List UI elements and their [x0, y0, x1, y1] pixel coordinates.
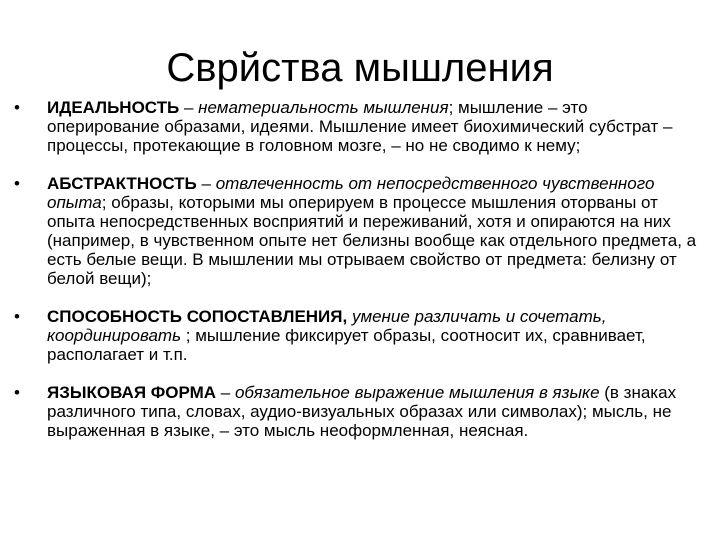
- bullet-list: [12, 98, 702, 440]
- definition: отвлеченность от непосредственного чувственного опыта: [47, 174, 655, 212]
- definition: нематериальность мышления: [198, 98, 449, 117]
- dash: –: [179, 98, 199, 117]
- list-item-idealnost: [12, 98, 702, 155]
- definition: умение различать и сочетать, координировать: [47, 307, 607, 345]
- slide-title: Сврйства мышления: [166, 46, 554, 90]
- list-item-sposobnost: [12, 307, 702, 364]
- term: ИДЕАЛЬНОСТЬ: [47, 98, 180, 117]
- list-item-yazykovaya-forma: [12, 383, 702, 440]
- explanation: ; образы, которыми мы оперируем в процессе мышления оторваны от опыта непосредственных восприятий и переживаний, хотя и опираются на них (например, в чувственном опыте нет белизны вообще как отдельного предмета, а есть белые вещи. В мышлении мы отрываем свойство от предмета: белизну от белой вещи);: [47, 193, 697, 288]
- dash: –: [216, 383, 235, 402]
- bullet-icon: •: [14, 307, 20, 326]
- explanation: ; мышление – это оперирование образами, идеями. Мышление имеет биохимический субстрат – процессы, протекающие в головном мозге, – но не сводимо к нему;: [47, 98, 673, 155]
- bullet-icon: •: [14, 174, 20, 193]
- term: АБСТРАКТНОСТЬ: [47, 174, 197, 193]
- explanation: (в знаках различного типа, словах, аудио-визуальных образах или символах); мысль, не выраженная в языке, – это мысль неоформленная, неясная.: [47, 383, 677, 440]
- explanation: ; мышление фиксирует образы, соотносит их, сравнивает, располагает и т.п.: [47, 326, 646, 364]
- list-item-abstraktnost: [12, 174, 702, 288]
- dash: –: [196, 174, 216, 193]
- term: ЯЗЫКОВАЯ ФОРМА: [47, 383, 217, 402]
- bullet-icon: •: [14, 383, 20, 402]
- term: СПОСОБНОСТЬ СОПОСТАВЛЕНИЯ,: [47, 307, 348, 326]
- bullet-icon: •: [14, 98, 20, 117]
- definition: обязательное выражение мышления в языке: [234, 383, 600, 402]
